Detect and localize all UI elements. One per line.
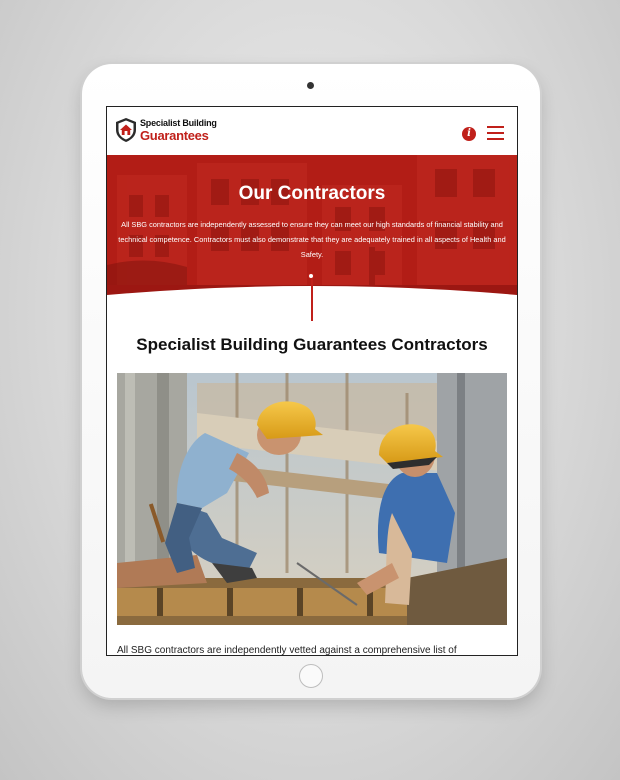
contractors-photo [117, 373, 507, 625]
site-logo[interactable] [140, 119, 217, 142]
logo-line-2: Guarantees [140, 128, 209, 143]
body-paragraph: All SBG contractors are independently vetted against a comprehensive list of [117, 645, 457, 656]
hero-title: Our Contractors [238, 183, 386, 204]
shield-logo-icon[interactable] [116, 118, 136, 142]
hero-description: All SBG contractors are independently assessed to ensure they can meet our high standards of financial stability and technical competence. Contractors must also demonstrate that they are adequately trained in all aspects of Health and Safety. [118, 220, 506, 259]
hero-connector-dot [308, 273, 314, 279]
section-title: Specialist Building Guarantees Contractors [136, 335, 488, 354]
site-header [107, 107, 517, 155]
menu-bar [487, 132, 504, 134]
home-button[interactable] [299, 664, 323, 688]
hamburger-menu-icon[interactable] [487, 126, 504, 140]
menu-bar [487, 138, 504, 140]
info-icon[interactable]: i [462, 127, 476, 141]
camera [307, 82, 314, 89]
screen [106, 106, 518, 656]
hero-connector-line [311, 275, 313, 321]
tablet-device [82, 64, 540, 698]
menu-bar [487, 126, 504, 128]
logo-line-1: Specialist Building [140, 118, 217, 128]
